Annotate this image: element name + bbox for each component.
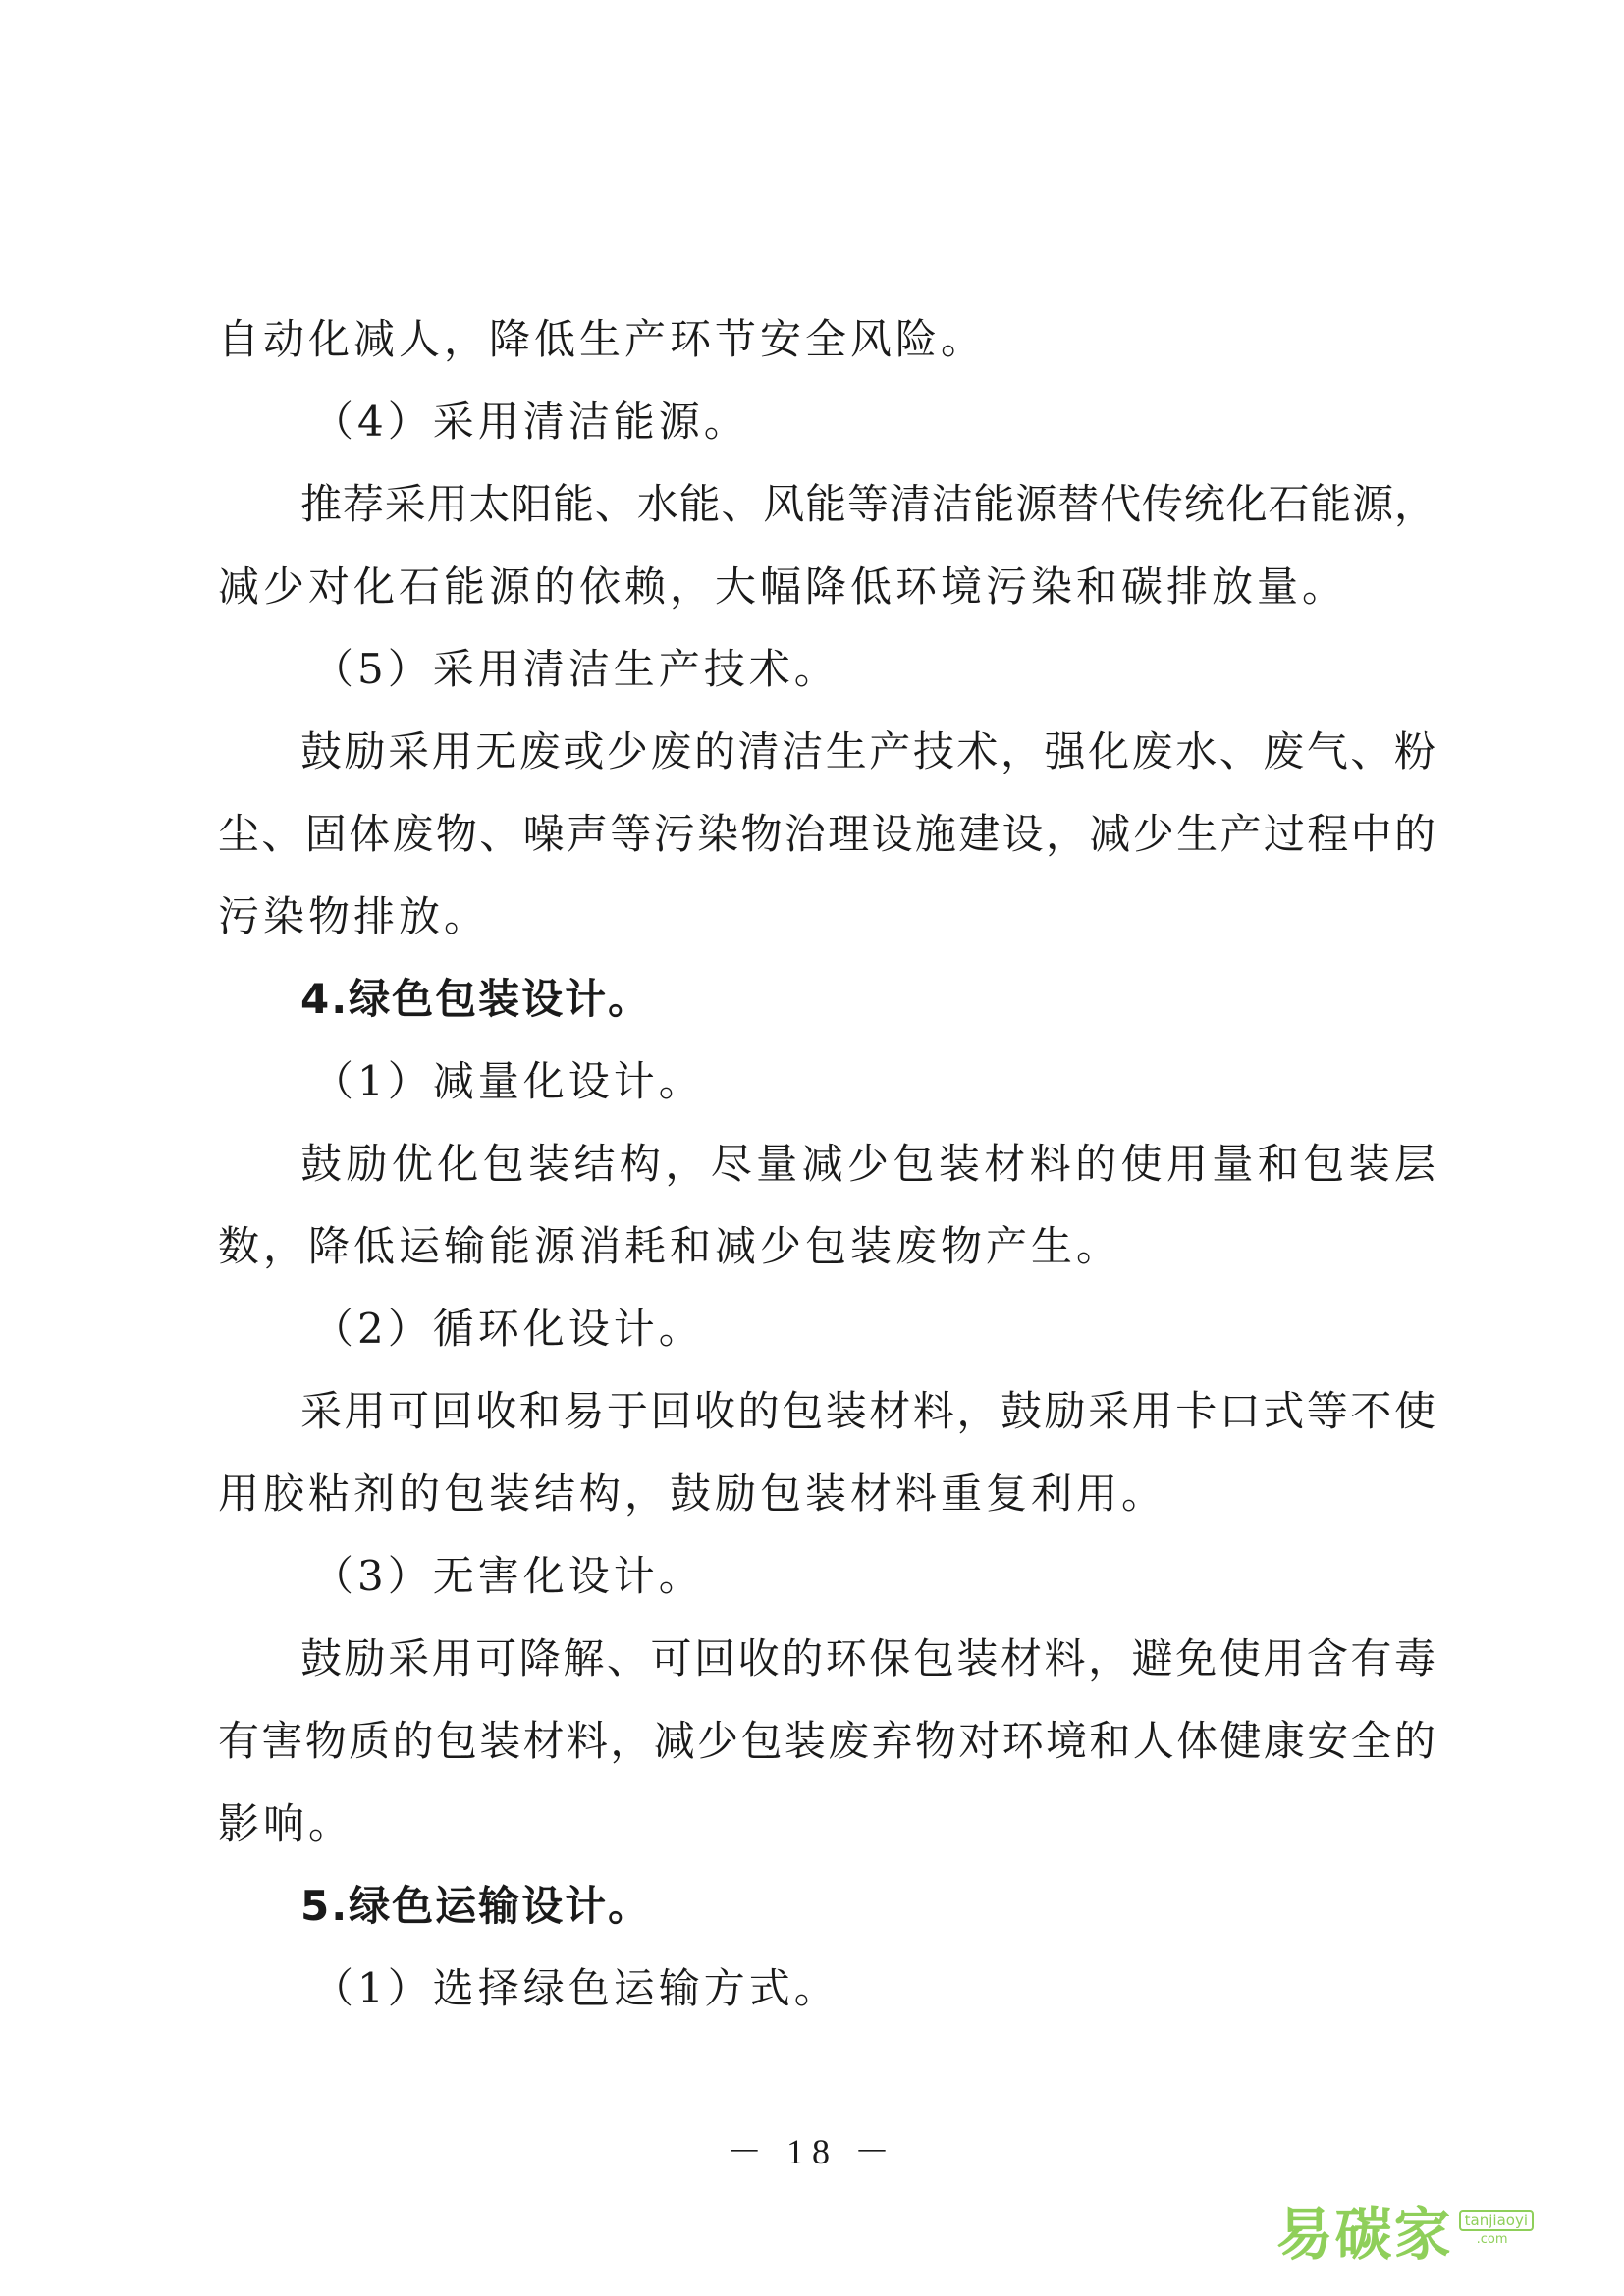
paragraph-line: 数，降低运输能源消耗和减少包装废物产生。 — [218, 1222, 1122, 1270]
paragraph-line: 自动化减人，降低生产环节安全风险。 — [218, 315, 987, 363]
watermark-text: 易碳家 — [1275, 2201, 1453, 2268]
paragraph-line: 鼓励采用无废或少废的清洁生产技术，强化废水、废气、粉 — [300, 727, 1435, 775]
paragraph-line: 有害物质的包装材料，减少包装废弃物对环境和人体健康安全的 — [218, 1717, 1435, 1765]
watermark-logo — [1276, 2188, 1534, 2270]
list-item-heading: （3）无害化设计。 — [312, 1552, 704, 1600]
paragraph-line: 采用可回收和易于回收的包装材料，鼓励采用卡口式等不使 — [300, 1387, 1435, 1435]
watermark-domain-tld: .com — [1476, 2232, 1508, 2247]
paragraph-line: 尘、固体废物、噪声等污染物治理设施建设，减少生产过程中的 — [218, 810, 1435, 858]
list-item-heading: （2）循环化设计。 — [312, 1305, 704, 1353]
list-item-heading: （1）选择绿色运输方式。 — [312, 1964, 839, 2012]
paragraph-line: 减少对化石能源的依赖，大幅降低环境污染和碳排放量。 — [218, 562, 1348, 611]
list-item-heading: （4）采用清洁能源。 — [312, 398, 749, 446]
paragraph-line: 用胶粘剂的包装结构，鼓励包装材料重复利用。 — [218, 1469, 1167, 1518]
watermark-domain-name: tanjiaoyi — [1459, 2210, 1534, 2231]
list-item-heading: （5）采用清洁生产技术。 — [312, 645, 839, 693]
paragraph-line: 鼓励采用可降解、可回收的环保包装材料，避免使用含有毒 — [300, 1634, 1435, 1682]
paragraph-line: 推荐采用太阳能、水能、风能等清洁能源替代传统化石能源， — [300, 480, 1435, 528]
section-heading: 4.绿色包装设计。 — [300, 975, 652, 1023]
paragraph-line: 鼓励优化包装结构，尽量减少包装材料的使用量和包装层 — [300, 1140, 1435, 1188]
paragraph-line: 污染物排放。 — [218, 892, 490, 940]
watermark-domain — [1459, 2210, 1534, 2249]
page-number: － 18 － — [726, 2132, 897, 2171]
section-heading: 5.绿色运输设计。 — [300, 1882, 652, 1930]
list-item-heading: （1）减量化设计。 — [312, 1057, 704, 1105]
paragraph-line: 影响。 — [218, 1799, 354, 1847]
